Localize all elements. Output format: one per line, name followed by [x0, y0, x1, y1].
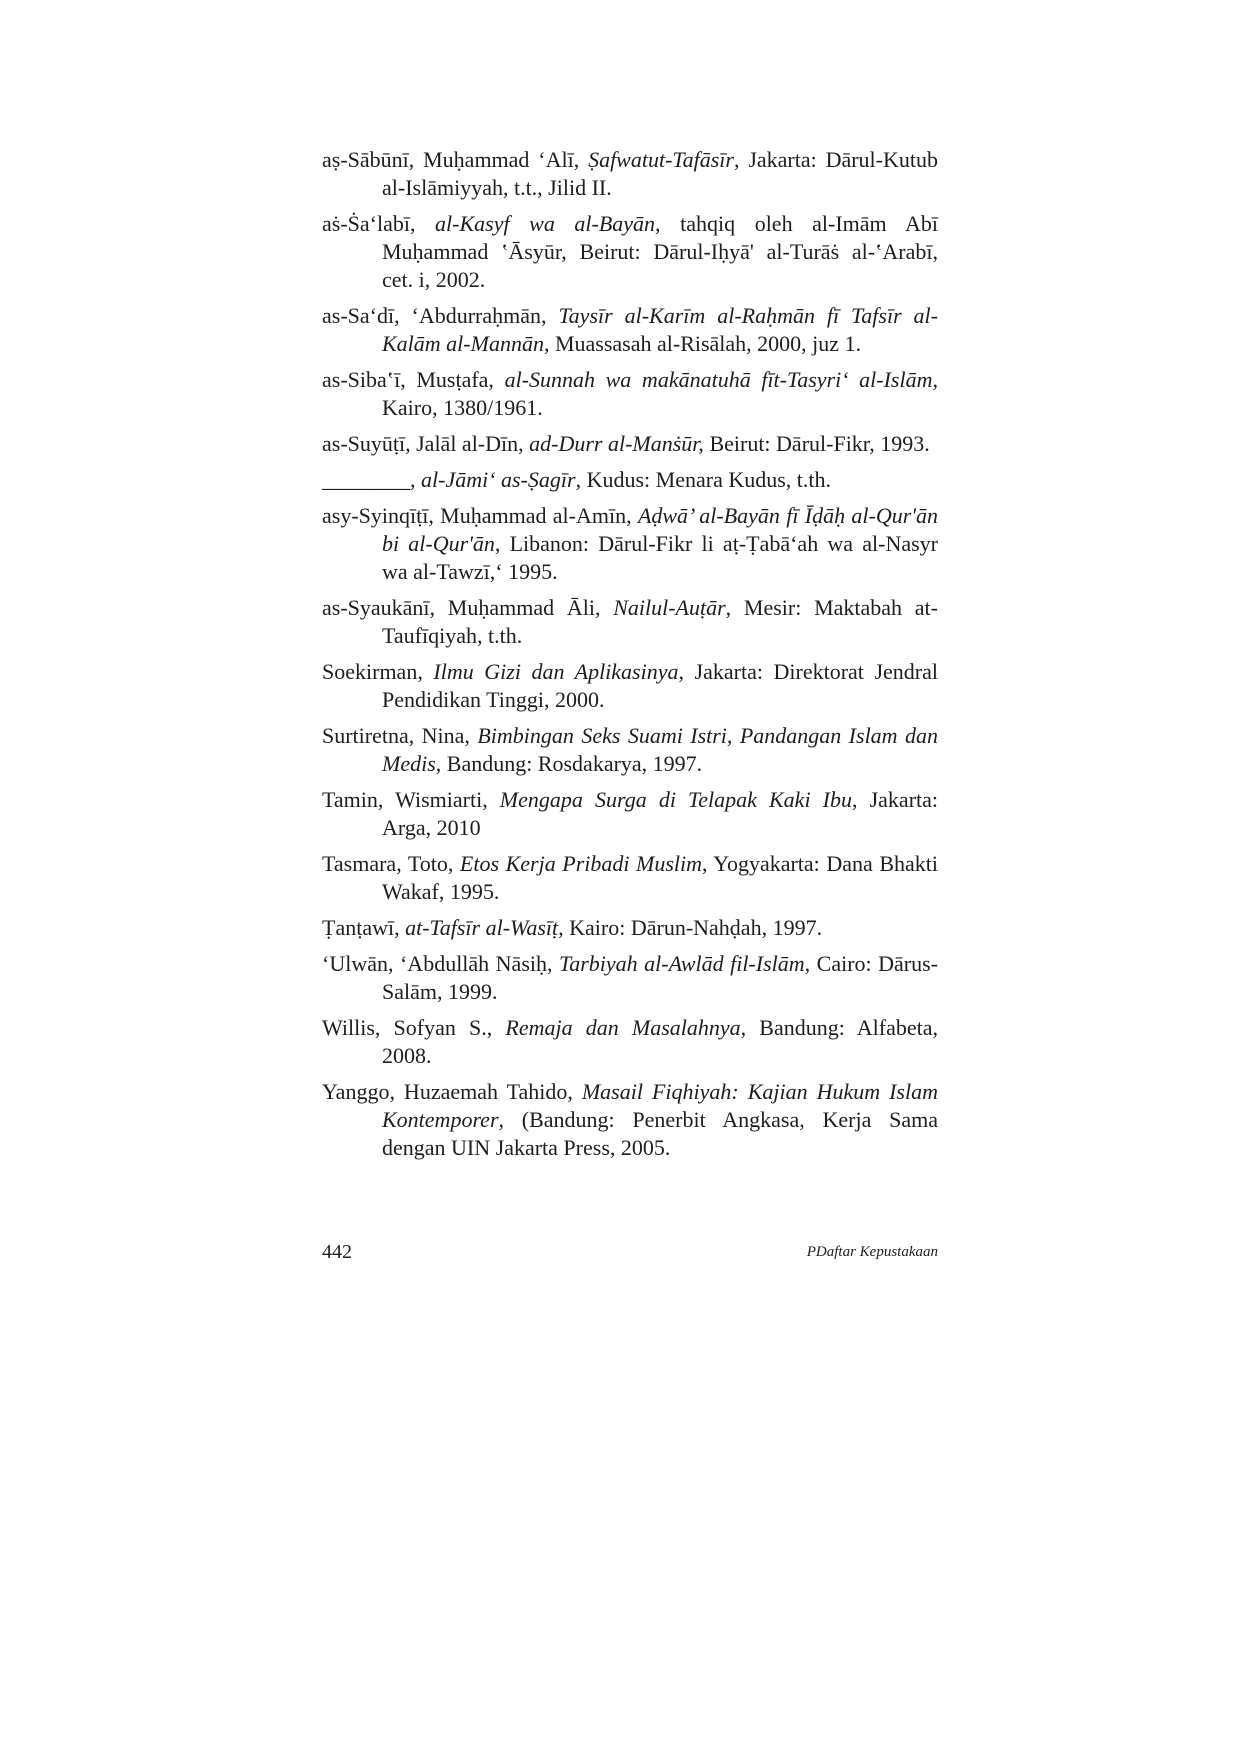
bibliography-entry: [322, 722, 938, 778]
bibliography-entry: [322, 146, 938, 202]
entry-publication: Beirut: Dārul-Fikr, 1993.: [703, 431, 930, 456]
entry-title: Aḍwā’ al-Bayān fī Īḍāḥ al-Qur'ān bi al-Qur'ān: [382, 503, 938, 556]
entry-author: aṣ-Sābūnī, Muḥammad ‘Alī,: [322, 147, 589, 172]
bibliography-page: [322, 146, 938, 1170]
entry-author: Tasmara, Toto,: [322, 851, 460, 876]
entry-title: Mengapa Surga di Telapak Kaki Ibu: [499, 787, 852, 812]
entry-title: Ilmu Gizi dan Aplikasinya: [433, 659, 679, 684]
page-footer: [322, 1240, 938, 1270]
bibliography-entry: [322, 1014, 938, 1070]
entry-title: al-Kasyf wa al-Bayān,: [435, 211, 661, 236]
entry-title: Bimbingan Seks Suami Istri, Pandangan Islam dan Medis: [382, 723, 938, 776]
page-number: 442: [322, 1241, 352, 1263]
bibliography-entry: [322, 950, 938, 1006]
bibliography-entry: [322, 502, 938, 586]
entry-publication: , Kudus: Menara Kudus, t.th.: [575, 467, 832, 492]
entry-publication: tahqiq oleh al-Imām Abī Muḥammad ‛Āsyūr, Beirut: Dārul-Iḥyā' al-Turāṡ al-‛Arabī, cet. i, 2002.: [382, 211, 939, 292]
entry-title: Taysīr al-Karīm al-Raḥmān fī Tafsīr al-Kalām al-Mannān: [382, 303, 938, 356]
bibliography-entry: [322, 658, 938, 714]
entry-author: aṡ-Ṡa‘labī,: [322, 211, 436, 236]
entry-publication: , Yogyakarta: Dana Bhakti Wakaf, 1995.: [382, 851, 938, 904]
entry-publication: , Cairo: Dārus-Salām, 1999.: [382, 951, 939, 1004]
bibliography-entry: [322, 914, 938, 942]
entry-title: Nailul-Auṭār: [613, 595, 726, 620]
entry-title: at-Tafsīr al-Wasīṭ,: [405, 915, 564, 940]
entry-author: Ṭanṭawī,: [322, 915, 406, 940]
entry-title: Ṣafwatut-Tafāsīr: [588, 147, 734, 172]
bibliography-entry: [322, 786, 938, 842]
entry-author: as-Syaukānī, Muḥammad Āli,: [322, 595, 614, 620]
bibliography-entry: [322, 430, 938, 458]
entry-publication: Kairo, 1380/1961.: [382, 395, 543, 420]
entry-publication: , Mesir: Maktabah at-Taufīqiyah, t.th.: [382, 595, 939, 648]
entry-title: Masail Fiqhiyah: Kajian Hukum Islam Kontemporer: [382, 1079, 938, 1132]
bibliography-entry: [322, 302, 938, 358]
bibliography-entry: [322, 850, 938, 906]
bibliography-entry: [322, 1078, 938, 1162]
entry-author: Yanggo, Huzaemah Tahido,: [322, 1079, 582, 1104]
entry-publication: Kairo: Dārun-Nahḍah, 1997.: [563, 915, 823, 940]
entry-title: Remaja dan Masalahnya: [505, 1015, 741, 1040]
entry-publication: , Jakarta: Direktorat Jendral Pendidikan Tinggi, 2000.: [382, 659, 938, 712]
entry-title: Etos Kerja Pribadi Muslim: [459, 851, 703, 876]
entry-publication: , Bandung: Alfabeta, 2008.: [382, 1015, 938, 1068]
entry-publication: , Jakarta: Dārul-Kutub al-Islāmiyyah, t.t., Jilid II.: [382, 147, 938, 200]
entry-title: al-Sunnah wa makānatuhā fīt-Tasyri‘ al-Islām,: [504, 367, 938, 392]
entry-publication: , Jakarta: Arga, 2010: [382, 787, 939, 840]
entry-title: ad-Durr al-Manṡūr,: [529, 431, 704, 456]
entry-publication: , Muassasah al-Risālah, 2000, juz 1.: [543, 331, 862, 356]
entry-author: Willis, Sofyan S.,: [322, 1015, 506, 1040]
entry-author: asy-Syinqīṭī, Muḥammad al-Amīn,: [322, 503, 638, 528]
entry-author: Soekirman,: [322, 659, 434, 684]
bibliography-entry: [322, 366, 938, 422]
bibliography-entry: [322, 466, 938, 494]
entry-publication: , (Bandung: Penerbit Angkasa, Kerja Sama dengan UIN Jakarta Press, 2005.: [382, 1107, 938, 1160]
entry-title: Tarbiyah al-Awlād fil-Islām: [559, 951, 805, 976]
entry-author: as-Suyūṭī, Jalāl al-Dīn,: [322, 431, 530, 456]
entry-author: ‘Ulwān, ‘Abdullāh Nāsiḥ,: [322, 951, 559, 976]
entry-publication: , Bandung: Rosdakarya, 1997.: [435, 751, 703, 776]
entry-author: Tamin, Wismiarti,: [322, 787, 500, 812]
repeated-author-line: ________: [322, 467, 410, 492]
bibliography-entry: [322, 210, 938, 294]
entry-author: as-Sa‘dī, ‘Abdurraḥmān,: [322, 303, 559, 328]
running-title: PDaftar Kepustakaan: [806, 1244, 938, 1260]
entry-author: Surtiretna, Nina,: [322, 723, 478, 748]
entry-title: , al-Jāmi‘ as-Ṣagīr: [410, 467, 576, 492]
bibliography-entry: [322, 594, 938, 650]
entry-author: as-Siba‛ī, Musṭafa,: [322, 367, 505, 392]
entry-publication: , Libanon: Dārul-Fikr li aṭ-Ṭabā‘ah wa al-Nasyr wa al-Tawzī,‘ 1995.: [382, 531, 938, 584]
